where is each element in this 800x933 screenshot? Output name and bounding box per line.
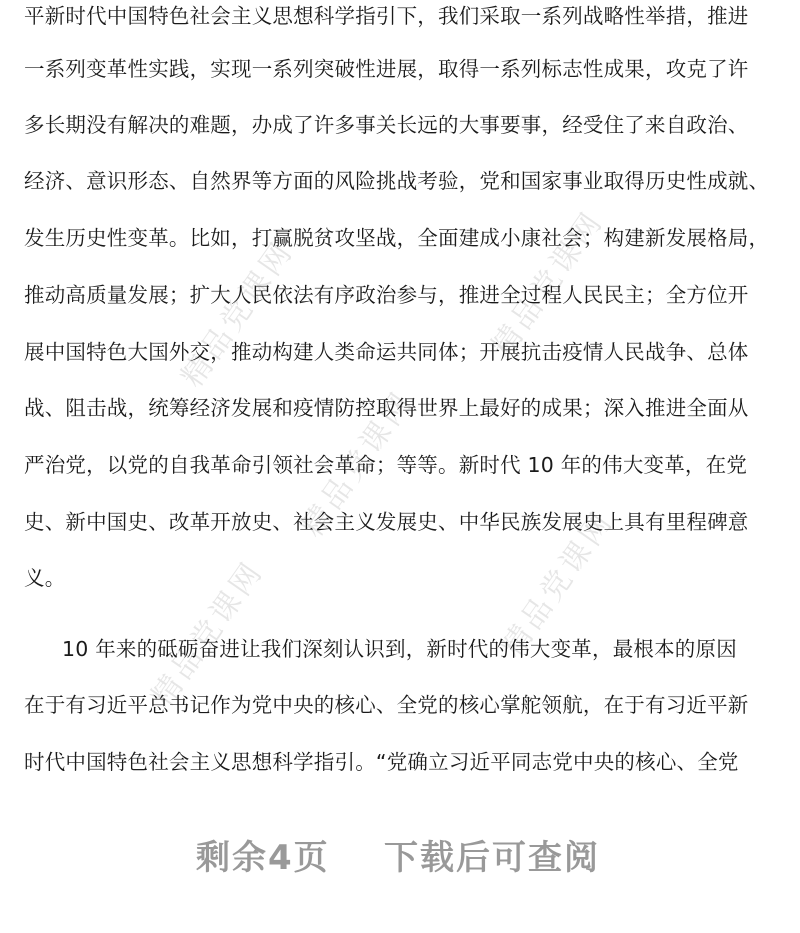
text-line: 推动高质量发展；扩大人民依法有序政治参与，推进全过程人民民主；全方位开 <box>24 283 749 307</box>
watermark: 精品党课网 <box>174 234 301 394</box>
text-line: 经济、意识形态、自然界等方面的风险挑战考验，党和国家事业取得历史性成就、 <box>24 169 770 193</box>
download-prompt <box>0 830 800 880</box>
text-line: 发生历史性变革。比如，打赢脱贫攻坚战，全面建成小康社会；构建新发展格局， <box>24 226 770 250</box>
remaining-pages-label: 剩余4页 <box>196 838 330 878</box>
watermark: 精品党课网 <box>484 204 611 364</box>
text-line: 在于有习近平总书记作为党中央的核心、全党的核心掌舵领航，在于有习近平新 <box>24 693 749 717</box>
text-line: 史、新中国史、改革开放史、社会主义发展史、中华民族发展史上具有里程碑意 <box>24 510 749 534</box>
watermark: 精品党课网 <box>144 554 271 714</box>
text-line: 严治党，以党的自我革命引领社会革命；等等。新时代 10 年的伟大变革，在党 <box>24 453 748 477</box>
text-line: 多长期没有解决的难题，办成了许多事关长远的大事要事，经受住了来自政治、 <box>24 113 749 137</box>
text-line: 平新时代中国特色社会主义思想科学指引下，我们采取一系列战略性举措，推进 <box>24 4 749 28</box>
text-line: 战、阻击战，统筹经济发展和疫情防控取得世界上最好的成果；深入推进全面从 <box>24 396 749 420</box>
text-line: 义。 <box>24 566 66 590</box>
text-line: 展中国特色大国外交，推动构建人类命运共同体；开展抗击疫情人民战争、总体 <box>24 340 749 364</box>
text-line: 10 年来的砥砺奋进让我们深刻认识到，新时代的伟大变革，最根本的原因 <box>62 637 737 661</box>
text-line: 时代中国特色社会主义思想科学指引。“党确立习近平同志党中央的核心、全党 <box>24 750 739 774</box>
text-line: 一系列变革性实践，实现一系列突破性进展，取得一系列标志性成果，攻克了许 <box>24 57 749 81</box>
download-to-view-button[interactable]: 下载后可查阅 <box>384 838 600 878</box>
watermark: 精品党课网 <box>494 504 621 664</box>
watermark: 精品党课网 <box>294 384 421 544</box>
